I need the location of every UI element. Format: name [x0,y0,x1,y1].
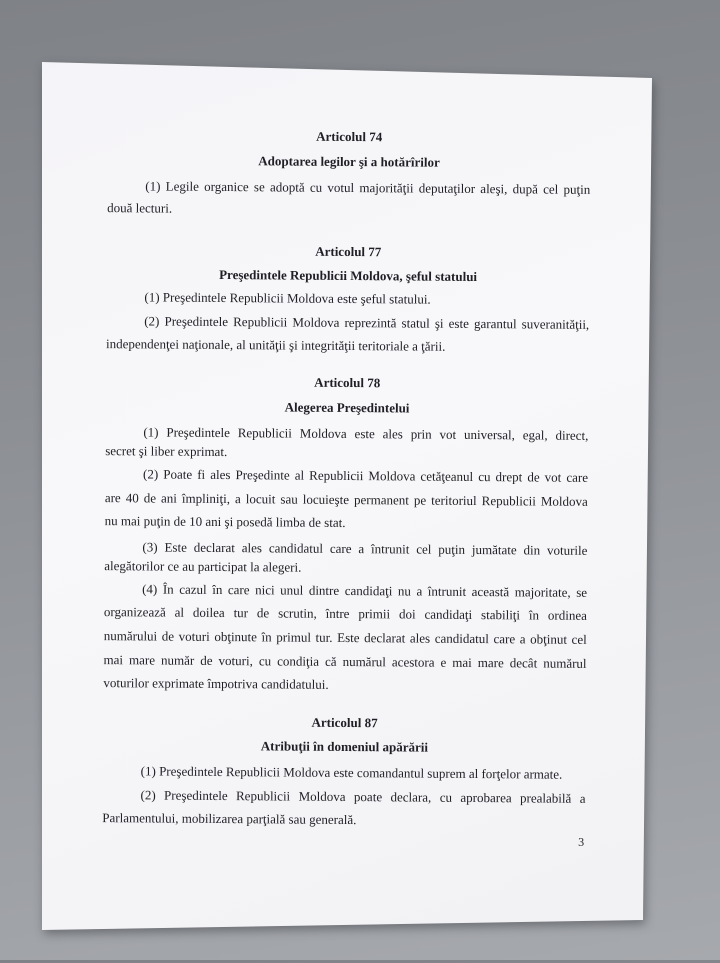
paragraph-line: alegătorilor ce au participat la alegeri. [104,558,302,575]
paragraph-line: (1) Preşedintele Republicii Moldova este ales prin vot universal, egal, direct, [143,424,589,443]
article-heading: Alegerea Preşedintelui [284,399,410,416]
paragraph-line: (4) În cazul în care nici unul dintre candidaţi nu a întrunit această majoritate, se [142,581,588,600]
paragraph-line: Parlamentului, mobilizarea parţială sau generală. [102,810,357,828]
paragraph-line: voturilor exprimate împotriva candidatului. [103,675,329,692]
article-heading: Atribuţii în domeniul apărării [260,738,429,755]
paragraph-line: organizează al doilea tur de scrutin, între primii doi candidaţi stabiliţi în ordinea [103,604,588,623]
paragraph-line: (2) Preşedintele Republicii Moldova poate declara, cu aprobarea prealabilă a [140,787,586,806]
paragraph-line: (2) Preşedintele Republicii Moldova reprezintă statul şi este garantul suveranităţii, [144,313,590,332]
paragraph-line: independenţei naţionale, al unităţii şi integrităţii teritoriale a ţării. [106,336,446,354]
paragraph-line: (1) Preşedintele Republicii Moldova este şeful statului. [144,289,431,307]
article-title: Articolul 77 [315,243,382,260]
paragraph-line: mai mare număr de voturi, cu condiţia că numărul acestora e mai mare decât numărul [103,652,587,671]
paragraph-line: secret şi liber exprimat. [105,443,228,460]
paragraph-line: două lecturi. [107,200,173,216]
page-number: 3 [578,834,585,849]
article-heading: Adoptarea legilor şi a hotărîrilor [258,153,440,170]
paragraph-line: (1) Preşedintele Republicii Moldova este comandantul suprem al forţelor armate. [140,763,563,782]
article-title: Articolul 78 [314,374,381,391]
article-heading: Preşedintele Republicii Moldova, şeful statului [219,266,478,285]
article-title: Articolul 87 [311,714,378,731]
paragraph-line: are 40 de ani împliniţi, a locuit sau locuieşte permanent pe teritoriul Republicii Moldova [104,490,588,509]
paragraph-line: (3) Este declarat ales candidatul care a întrunit cel puţin jumătate din voturile [142,539,588,558]
paragraph-line: nu mai puţin de 10 ani şi posedă limba de stat. [104,513,346,530]
paragraph-line: (2) Poate fi ales Preşedinte al Republicii Moldova cetăţeanul cu drept de vot care [142,466,589,485]
paragraph-line: (1) Legile organice se adoptă cu votul majorităţii deputaţilor aleşi, după cel puţin [145,178,591,197]
paragraph-line: numărului de voturi obţinute în primul tur. Este declarat ales candidatul care a obţinut cel [103,628,587,647]
article-title: Articolul 74 [316,128,383,145]
